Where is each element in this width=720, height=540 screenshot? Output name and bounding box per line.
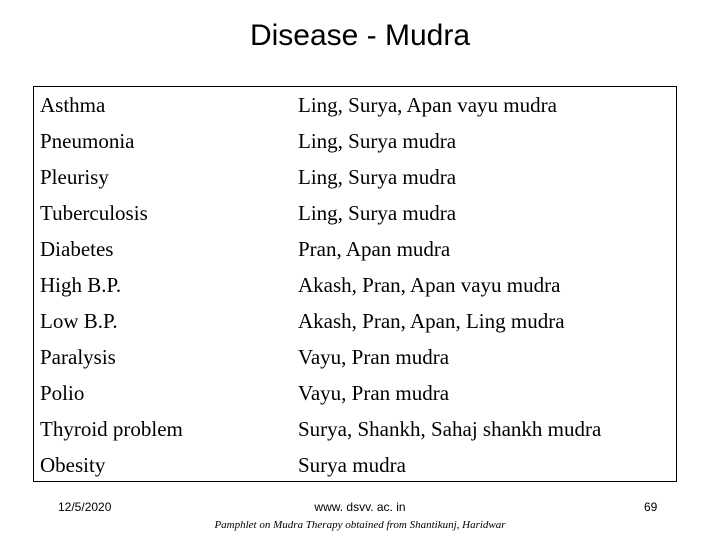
table-row [34, 87, 676, 123]
table-row [34, 267, 676, 303]
disease-mudra-table [33, 86, 677, 482]
mudra-cell: Pran, Apan mudra [298, 237, 451, 261]
disease-cell: Tuberculosis [40, 201, 148, 225]
table-row [34, 447, 676, 483]
disease-cell: Pneumonia [40, 129, 135, 153]
table-row [34, 231, 676, 267]
disease-cell: Obesity [40, 453, 106, 477]
disease-cell: Thyroid problem [40, 417, 183, 441]
mudra-cell: Akash, Pran, Apan vayu mudra [298, 273, 561, 297]
disease-cell: Pleurisy [40, 165, 109, 189]
table-row [34, 339, 676, 375]
table-row [34, 123, 676, 159]
slide-title: Disease - Mudra [249, 19, 471, 52]
mudra-cell: Vayu, Pran mudra [298, 345, 450, 369]
footer-date: 12/5/2020 [58, 500, 112, 514]
mudra-cell: Surya mudra [298, 453, 406, 477]
mudra-cell: Ling, Surya mudra [298, 129, 457, 153]
mudra-cell: Surya, Shankh, Sahaj shankh mudra [298, 417, 602, 441]
disease-cell: Low B.P. [40, 309, 118, 333]
mudra-cell: Ling, Surya mudra [298, 165, 457, 189]
disease-cell: Asthma [40, 93, 106, 117]
page-number: 69 [644, 500, 658, 514]
disease-cell: Paralysis [40, 345, 116, 369]
table-row [34, 303, 676, 339]
disease-cell: Polio [40, 381, 85, 405]
disease-cell: High B.P. [40, 273, 122, 297]
footer-source-note: Pamphlet on Mudra Therapy obtained from Shantikunj, Haridwar [214, 519, 506, 531]
table-row [34, 195, 676, 231]
table-row [34, 375, 676, 411]
mudra-cell: Akash, Pran, Apan, Ling mudra [298, 309, 565, 333]
footer-url: www. dsvv. ac. in [314, 500, 406, 514]
mudra-cell: Vayu, Pran mudra [298, 381, 450, 405]
mudra-cell: Ling, Surya mudra [298, 201, 457, 225]
mudra-cell: Ling, Surya, Apan vayu mudra [298, 93, 557, 117]
disease-cell: Diabetes [40, 237, 114, 261]
table-row [34, 411, 676, 447]
table-row [34, 159, 676, 195]
